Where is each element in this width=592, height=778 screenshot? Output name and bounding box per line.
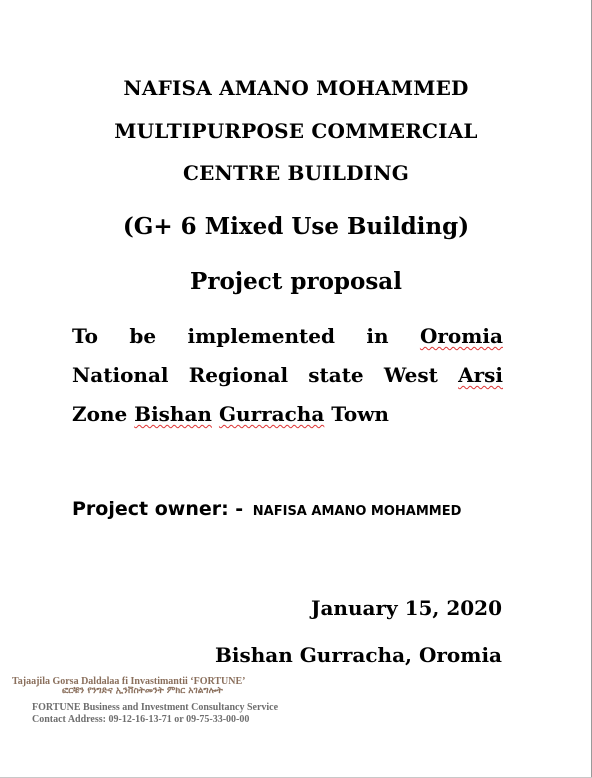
- title-line-3: CENTRE BUILDING: [183, 161, 409, 185]
- location-word: Bishan: [134, 402, 212, 426]
- location-word: National: [72, 363, 169, 387]
- title-line-1: NAFISA AMANO MOHAMMED: [123, 76, 469, 100]
- location-line-1: [72, 324, 503, 348]
- document-type: Project proposal: [190, 268, 402, 295]
- location-text: Town: [324, 402, 389, 426]
- proposal-date: January 15, 2020: [310, 596, 502, 620]
- stamp-line-4: Contact Address: 09-12-16-13-71 or 09-75-33-00-00: [32, 714, 250, 725]
- location-word: state: [308, 363, 364, 387]
- proposal-place: Bishan Gurracha, Oromia: [214, 643, 502, 667]
- stamp-line-3: FORTUNE Business and Investment Consultancy Service: [32, 702, 279, 713]
- location-word: West: [383, 363, 438, 387]
- location-word: To: [72, 324, 98, 348]
- location-word: in: [366, 324, 389, 348]
- stamp-line-1: Tajaajila Gorsa Daldalaa fi Invastimantii ‘FORTUNE’: [12, 676, 246, 687]
- owner-label: Project owner: -: [72, 498, 244, 520]
- project-owner: [72, 498, 461, 520]
- location-text: Zone: [72, 402, 135, 426]
- location-line-2: [72, 363, 503, 387]
- location-word: Gurracha: [218, 402, 325, 426]
- consultancy-stamp: [12, 676, 322, 728]
- title-line-2: MULTIPURPOSE COMMERCIAL: [114, 119, 478, 143]
- location-line-3: [72, 402, 389, 426]
- location-word: Regional: [188, 363, 289, 387]
- location-text: [212, 402, 219, 426]
- stamp-line-2: ፎርቹን የንግድና ኢንቨስትመንት ምክር አገልግሎት: [62, 686, 223, 696]
- owner-name: NAFISA AMANO MOHAMMED: [252, 504, 462, 519]
- subtitle: (G+ 6 Mixed Use Building): [122, 213, 470, 240]
- location-word: Oromia: [419, 324, 503, 348]
- location-word: implemented: [187, 324, 335, 348]
- location-word: Arsi: [458, 363, 503, 387]
- location-word: be: [129, 324, 157, 348]
